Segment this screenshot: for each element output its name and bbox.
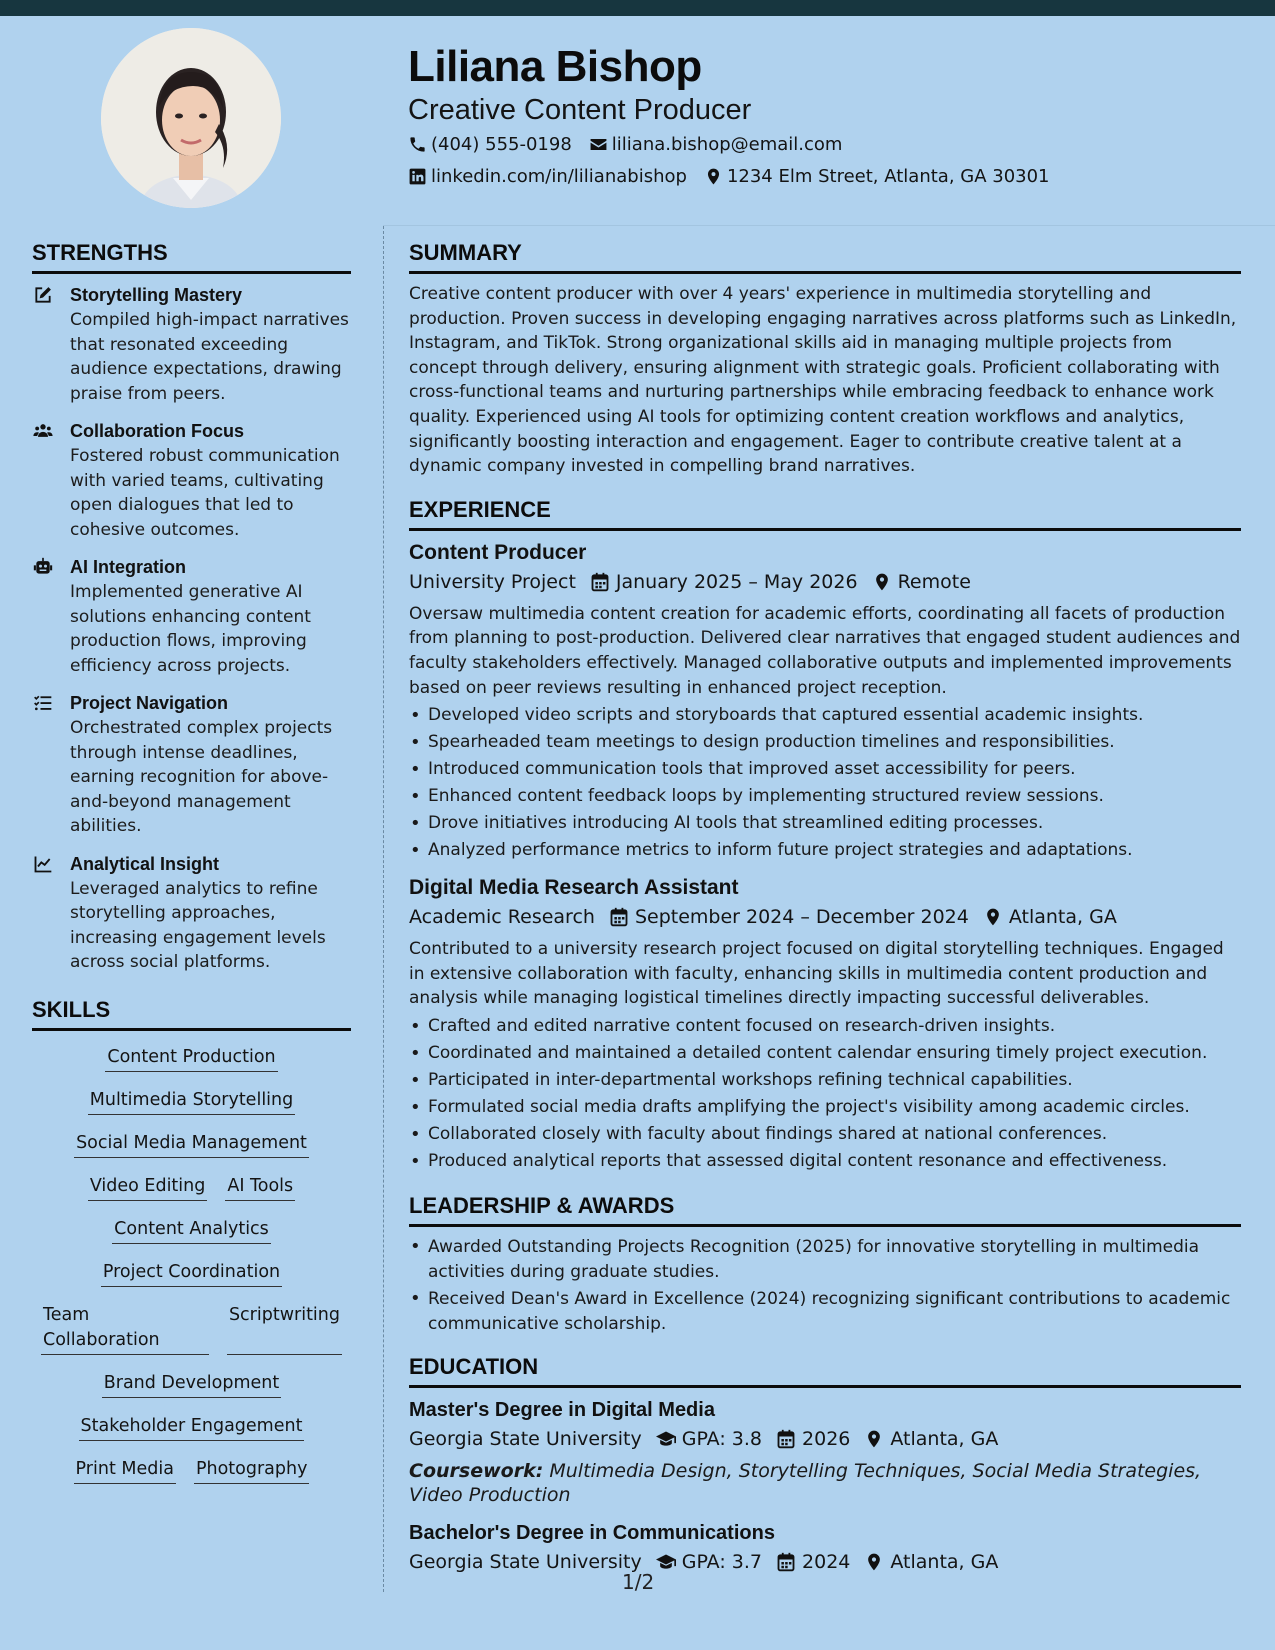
page-number: 1/2 [622, 1570, 655, 1594]
strengths-list [32, 283, 351, 975]
strength-description: Compiled high-impact narratives that resonated exceeding audience expectations, drawing praise from peers. [70, 310, 349, 404]
degree-title: Bachelor's Degree in Communications [409, 1522, 775, 1545]
calendar-icon [776, 1552, 796, 1572]
skill-tag: AI Tools [225, 1174, 295, 1201]
strength-item [32, 419, 351, 542]
location-pin-icon [983, 907, 1003, 927]
graduation-year: 2024 [802, 1551, 851, 1574]
phone-text: (404) 555-0198 [431, 134, 572, 155]
job-dates: September 2024 – December 2024 [634, 906, 969, 929]
skill-tag: Social Media Management [74, 1131, 309, 1158]
coursework [409, 1459, 1241, 1507]
list-item: • Formulated social media drafts amplifying the project's visibility among academic circles. [409, 1094, 1241, 1121]
location-pin-icon [864, 1429, 884, 1449]
list-item: • Drove initiatives introducing AI tools that streamlined editing processes. [409, 810, 1241, 837]
calendar-icon [776, 1429, 796, 1449]
skill-tag: Stakeholder Engagement [79, 1414, 305, 1441]
job-entry [409, 874, 1241, 1175]
skills-heading: SKILLS [32, 997, 351, 1031]
email-item[interactable] [589, 134, 843, 155]
strength-item [32, 555, 351, 678]
job-title: Digital Media Research Assistant [409, 876, 739, 900]
strength-description: Orchestrated complex projects through intense deadlines, earning recognition for above-and-beyond management abilities. [70, 718, 333, 836]
contact-row [408, 166, 1067, 187]
strength-description: Implemented generative AI solutions enhancing content production flows, improving efficiency across projects. [70, 582, 311, 676]
skill-row [32, 1303, 351, 1355]
profile-photo [101, 28, 281, 208]
summary-text: Creative content producer with over 4 years' experience in multimedia storytelling and production. Proven success in developing engaging narratives across platforms such as LinkedIn, Instagram, and TikTok. Strong organizational skills aid in managing multiple projects from concept through delivery, ensuring alignment with strategic goals. Proficient collaborating with cross-functional teams and nurturing partnerships while embracing feedback to enhance work quality. Experienced using AI tools for optimizing content creation workflows and analytics, significantly boosting interaction and engagement. Eager to contribute creative talent at a dynamic company invested in compelling brand narratives. [409, 284, 1237, 477]
job-meta [409, 567, 1241, 597]
chart-line-icon [32, 854, 54, 874]
graduation-year: 2026 [802, 1428, 851, 1451]
list-item: • Collaborated closely with faculty about findings shared at national conferences. [409, 1121, 1241, 1148]
list-item: • Analyzed performance metrics to inform future project strategies and adaptations. [409, 837, 1241, 864]
calendar-icon [590, 572, 610, 592]
education-entry [409, 1396, 1241, 1507]
skill-tag: Photography [194, 1457, 310, 1484]
strength-title: Collaboration Focus [70, 421, 245, 441]
awards-heading: LEADERSHIP & AWARDS [409, 1193, 1241, 1227]
skill-tag: Brand Development [102, 1371, 282, 1398]
job-bullets [409, 1013, 1241, 1175]
awards-section [409, 1193, 1241, 1336]
skills-section [32, 997, 351, 1500]
job-meta [409, 902, 1241, 932]
job-dates: January 2025 – May 2026 [615, 570, 858, 593]
list-item: • Coordinated and maintained a detailed content calendar ensuring timely project execution. [409, 1040, 1241, 1067]
skill-row [103, 1217, 280, 1244]
address-item [704, 166, 1050, 187]
linkedin-icon [408, 167, 427, 186]
skill-tag: Scriptwriting [227, 1303, 342, 1355]
skill-tag: Team Collaboration [41, 1303, 209, 1355]
top-accent-bar [0, 0, 1275, 16]
summary-section [409, 240, 1241, 479]
strength-title: Project Navigation [70, 693, 229, 713]
strength-item [32, 852, 351, 975]
list-item: • Introduced communication tools that improved asset accessibility for peers. [409, 756, 1241, 783]
list-check-icon [32, 693, 54, 713]
list-item: • Participated in inter-departmental workshops refining technical capabilities. [409, 1067, 1241, 1094]
users-icon [32, 421, 54, 441]
school-name: Georgia State University [409, 1428, 642, 1451]
list-item: • Crafted and edited narrative content focused on research-driven insights. [409, 1013, 1241, 1040]
school-location: Atlanta, GA [890, 1551, 999, 1574]
gpa: GPA: 3.7 [681, 1551, 763, 1574]
experience-section [409, 497, 1241, 1175]
list-item: • Enhanced content feedback loops by implementing structured review sessions. [409, 783, 1241, 810]
skill-row [70, 1414, 314, 1441]
location-pin-icon [864, 1552, 884, 1572]
column-divider [383, 226, 384, 1592]
strength-title: AI Integration [70, 557, 186, 577]
job-title: Content Producer [409, 540, 587, 564]
list-item: • Produced analytical reports that assessed digital content resonance and effectiveness. [409, 1148, 1241, 1175]
candidate-title: Creative Content Producer [408, 94, 752, 126]
list-item: • Developed video scripts and storyboards that captured essential academic insights. [409, 702, 1241, 729]
gpa: GPA: 3.8 [681, 1428, 763, 1451]
strength-item [32, 691, 351, 839]
phone-item [408, 134, 572, 155]
awards-list [409, 1235, 1241, 1336]
graduation-cap-icon [656, 1552, 676, 1572]
location-pin-icon [704, 167, 723, 186]
graduation-cap-icon [656, 1429, 676, 1449]
job-bullets [409, 702, 1241, 864]
list-item: • Received Dean's Award in Excellence (2024) recognizing significant contributions to academic communicative scholarship. [409, 1287, 1241, 1336]
candidate-name: Liliana Bishop [408, 42, 702, 91]
header-divider [383, 225, 1275, 226]
left-column [32, 240, 351, 1500]
skill-row [65, 1457, 319, 1484]
skill-tag: Print Media [74, 1457, 176, 1484]
job-entry [409, 539, 1241, 864]
job-description: Contributed to a university research project focused on digital storytelling techniques. Engaged in extensive collaboration with faculty, enhancing skills in multimedia content production and analysis while managing logistical timelines directly impacting successful deliverables. [409, 939, 1224, 1009]
school-name: Georgia State University [409, 1551, 642, 1574]
skill-tag: Multimedia Storytelling [88, 1088, 296, 1115]
job-description: Oversaw multimedia content creation for academic efforts, coordinating all facets of production from planning to post-production. Delivered clear narratives that engaged student audiences and faculty stakeholders effectively. Managed collaborative outputs and implemented improvements based on peer reviews resulting in enhanced project reception. [409, 603, 1241, 698]
robot-icon [32, 557, 54, 577]
job-location: Atlanta, GA [1008, 906, 1117, 929]
education-heading: EDUCATION [409, 1354, 1241, 1388]
job-organization: University Project [409, 570, 576, 593]
skill-row [93, 1371, 291, 1398]
skill-row [92, 1260, 291, 1287]
strength-title: Storytelling Mastery [70, 285, 243, 305]
email-link[interactable]: liliana.bishop@email.com [611, 134, 843, 155]
education-entry [409, 1519, 1241, 1577]
coursework-label: Coursework: [409, 1460, 544, 1483]
strength-description: Fostered robust communication with varied teams, cultivating open dialogues that led to cohesive outcomes. [70, 446, 340, 540]
list-item: • Awarded Outstanding Projects Recognition (2025) for innovative storytelling in multimedia activities during graduate studies. [409, 1235, 1241, 1284]
strengths-heading: STRENGTHS [32, 240, 351, 274]
degree-title: Master's Degree in Digital Media [409, 1399, 715, 1422]
skill-tag: Project Coordination [101, 1260, 282, 1287]
linkedin-item[interactable] [408, 166, 687, 187]
coursework-text: Multimedia Design, Storytelling Techniques, Social Media Strategies, Video Production [409, 1460, 1202, 1507]
right-column [409, 240, 1241, 1589]
education-meta [409, 1547, 1241, 1577]
skill-row [96, 1045, 286, 1072]
linkedin-link[interactable]: linkedin.com/in/lilianabishop [431, 166, 687, 187]
skill-tag: Video Editing [88, 1174, 208, 1201]
edit-icon [32, 285, 54, 305]
skill-row [79, 1174, 304, 1201]
school-location: Atlanta, GA [890, 1428, 999, 1451]
education-meta [409, 1424, 1241, 1454]
skill-tag: Content Production [105, 1045, 277, 1072]
experience-heading: EXPERIENCE [409, 497, 1241, 531]
location-pin-icon [872, 572, 892, 592]
job-location: Remote [897, 570, 971, 593]
skill-row [79, 1088, 305, 1115]
skills-list [32, 1045, 351, 1500]
list-item: • Spearheaded team meetings to design production timelines and responsibilities. [409, 729, 1241, 756]
strength-title: Analytical Insight [70, 853, 220, 874]
strength-description: Leveraged analytics to refine storytelling approaches, increasing engagement levels across social platforms. [70, 878, 326, 972]
education-section [409, 1354, 1241, 1577]
calendar-icon [609, 907, 629, 927]
address-text: 1234 Elm Street, Atlanta, GA 30301 [726, 166, 1050, 187]
phone-icon [408, 135, 427, 154]
contact-row [408, 134, 859, 155]
job-organization: Academic Research [409, 906, 595, 929]
skill-row [65, 1131, 318, 1158]
strength-item [32, 283, 351, 406]
skill-tag: Content Analytics [112, 1217, 271, 1244]
envelope-icon [589, 135, 608, 154]
summary-heading: SUMMARY [409, 240, 1241, 274]
